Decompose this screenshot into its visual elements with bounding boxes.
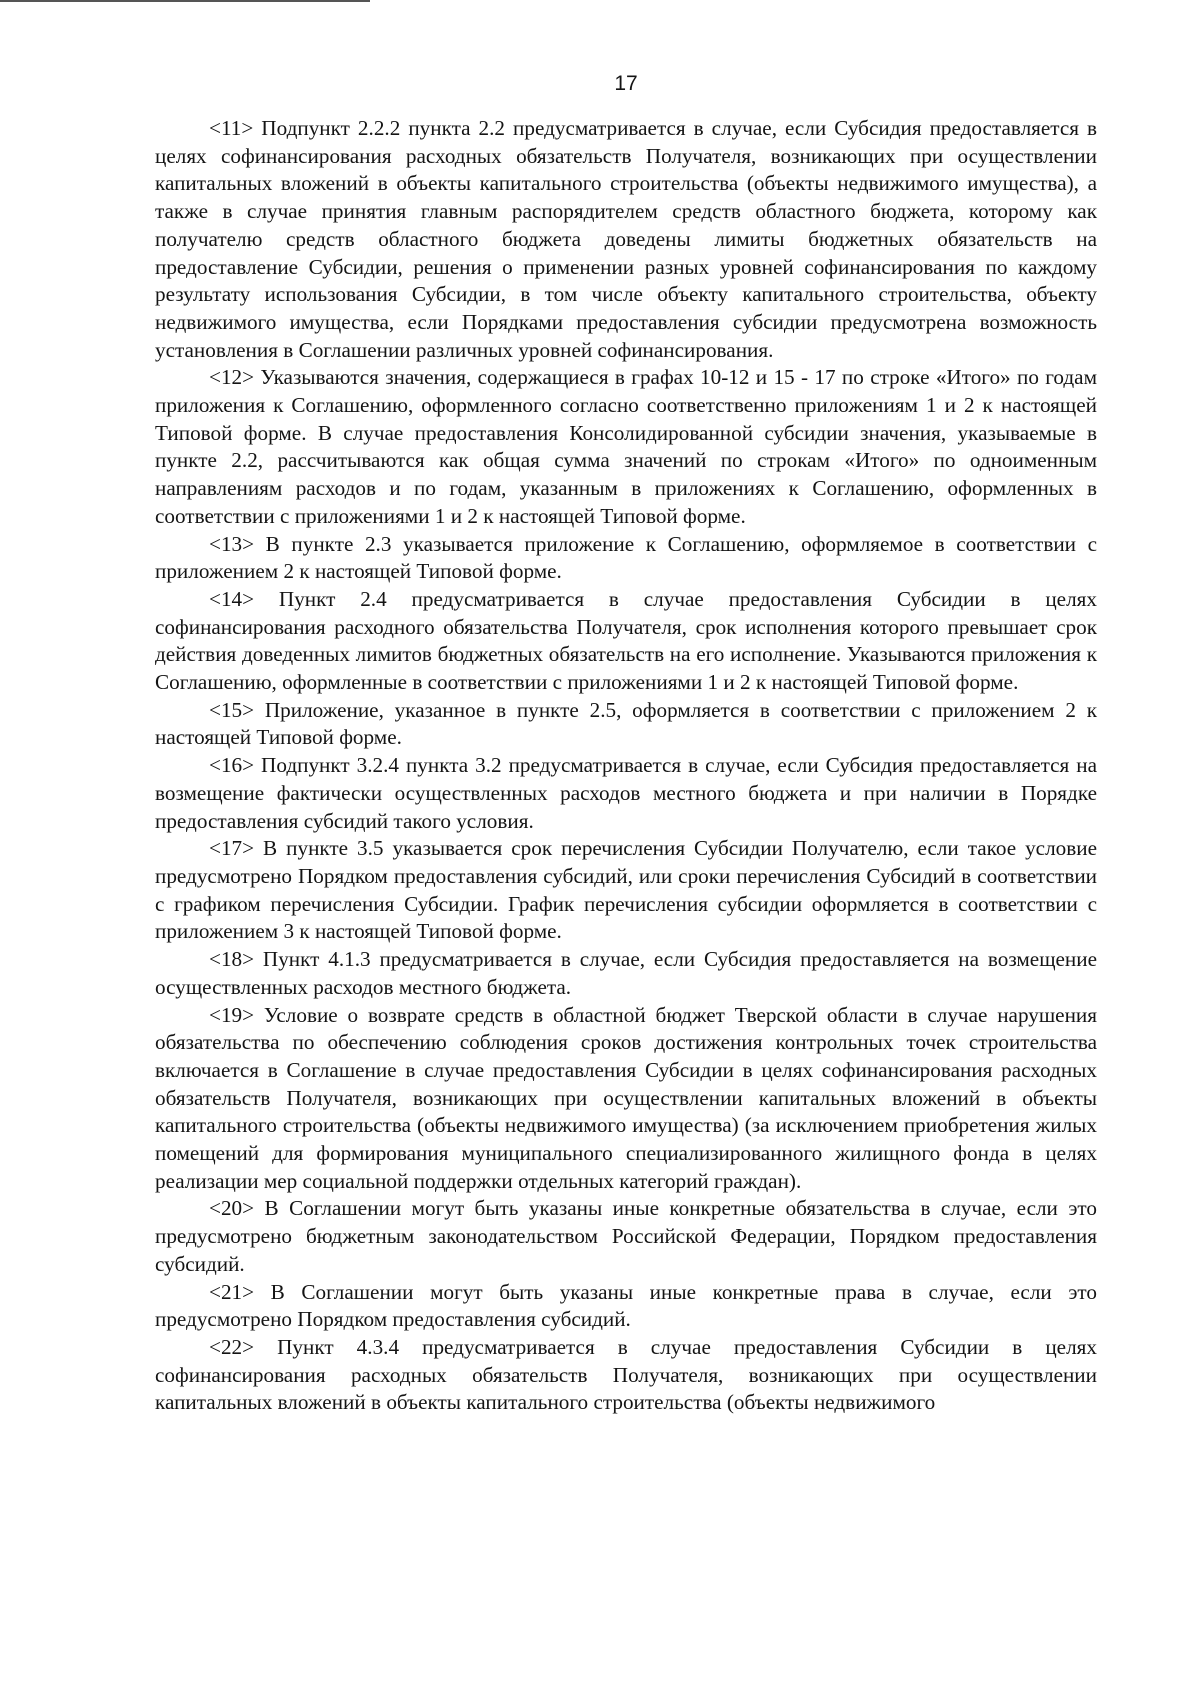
footnote-22: <22> Пункт 4.3.4 предусматривается в случае предоставления Субсидии в целях софинансирования расходных обязательств Получателя, возникающих при осуществлении капитальных вложений в объекты капитального строительства (объекты недвижимого [155,1334,1097,1415]
footnote-16: <16> Подпункт 3.2.4 пункта 3.2 предусматривается в случае, если Субсидия предоставляется на возмещение фактически осуществленных расходов местного бюджета и при наличии в Порядке предоставления субсидий такого условия. [155,753,1097,833]
footnote-15: <15> Приложение, указанное в пункте 2.5, оформляется в соответствии с приложением 2 к настоящей Типовой форме. [155,697,1097,750]
footnote-11: <11> Подпункт 2.2.2 пункта 2.2 предусматривается в случае, если Субсидия предоставляется в целях софинансирования расходных обязательств Получателя, возникающих при осуществлении капитальных вложений в объекты капитального строительства (объекты недвижимого имущества), а также в случае принятия главным распорядителем средств областного бюджета, которому как получателю средств областного бюджета доведены лимиты бюджетных обязательств на предоставление Субсидии, решения о применении разных уровней софинансирования по каждому результату использования Субсидии, в том числе объекту капитального строительства, объекту недвижимого имущества, если Порядками предоставления субсидии предусмотрена возможность установления в Соглашении различных уровней софинансирования. [155,116,1097,362]
footnote-17: <17> В пункте 3.5 указывается срок перечисления Субсидии Получателю, если такое условие предусмотрено Порядком предоставления субсидий, или сроки перечисления Субсидий в соответствии с графиком перечисления Субсидии. График перечисления субсидии оформляется в соответствии с приложением 3 к настоящей Типовой форме. [155,836,1097,944]
footnote-18: <18> Пункт 4.1.3 предусматривается в случае, если Субсидия предоставляется на возмещение осуществленных расходов местного бюджета. [155,947,1097,999]
footnote-20: <20> В Соглашении могут быть указаны иные конкретные обязательства в случае, если это предусмотрено бюджетным законодательством Российской Федерации, Порядком предоставления субсидий. [155,1196,1097,1276]
footnote-19: <19> Условие о возврате средств в областной бюджет Тверской области в случае нарушения обязательства по обеспечению соблюдения сроков достижения контрольных точек строительства включается в Соглашение в случае предоставления Субсидии в целях софинансирования расходных обязательств Получателя, возникающих при осуществлении капитальных вложений в объекты капитального строительства (объекты недвижимого имущества) (за исключением приобретения жилых помещений для формирования муниципального специализированного жилищного фонда в целях реализации мер социальной поддержки отдельных категорий граждан). [155,1002,1097,1193]
scan-edge-line [0,0,370,2]
page-number: 17 [614,72,638,95]
footnote-12: <12> Указываются значения, содержащиеся в графах 10-12 и 15 - 17 по строке «Итого» по годам приложения к Соглашению, оформленного согласно соответственно приложениям 1 и 2 к настоящей Типовой форме. В случае предоставления Консолидированной субсидии значения, указываемые в пункте 2.2, рассчитываются как общая сумма значений по строкам «Итого» по одноименным направлениям расходов и по годам, указанным в приложениях к Соглашению, оформленных в соответствии с приложениями 1 и 2 к настоящей Типовой форме. [155,365,1097,528]
footnote-21: <21> В Соглашении могут быть указаны иные конкретные права в случае, если это предусмотрено Порядком предоставления субсидий. [155,1279,1097,1332]
footnote-14: <14> Пункт 2.4 предусматривается в случае предоставления Субсидии в целях софинансирования расходного обязательства Получателя, срок исполнения которого превышает срок действия доведенных лимитов бюджетных обязательств на его исполнение. Указываются приложения к Соглашению, оформленные в соответствии с приложениями 1 и 2 к настоящей Типовой форме. [155,586,1097,695]
footnotes-body [155,115,1097,1417]
footnote-13: <13> В пункте 2.3 указывается приложение к Соглашению, оформляемое в соответствии с приложением 2 к настоящей Типовой форме. [155,531,1097,584]
